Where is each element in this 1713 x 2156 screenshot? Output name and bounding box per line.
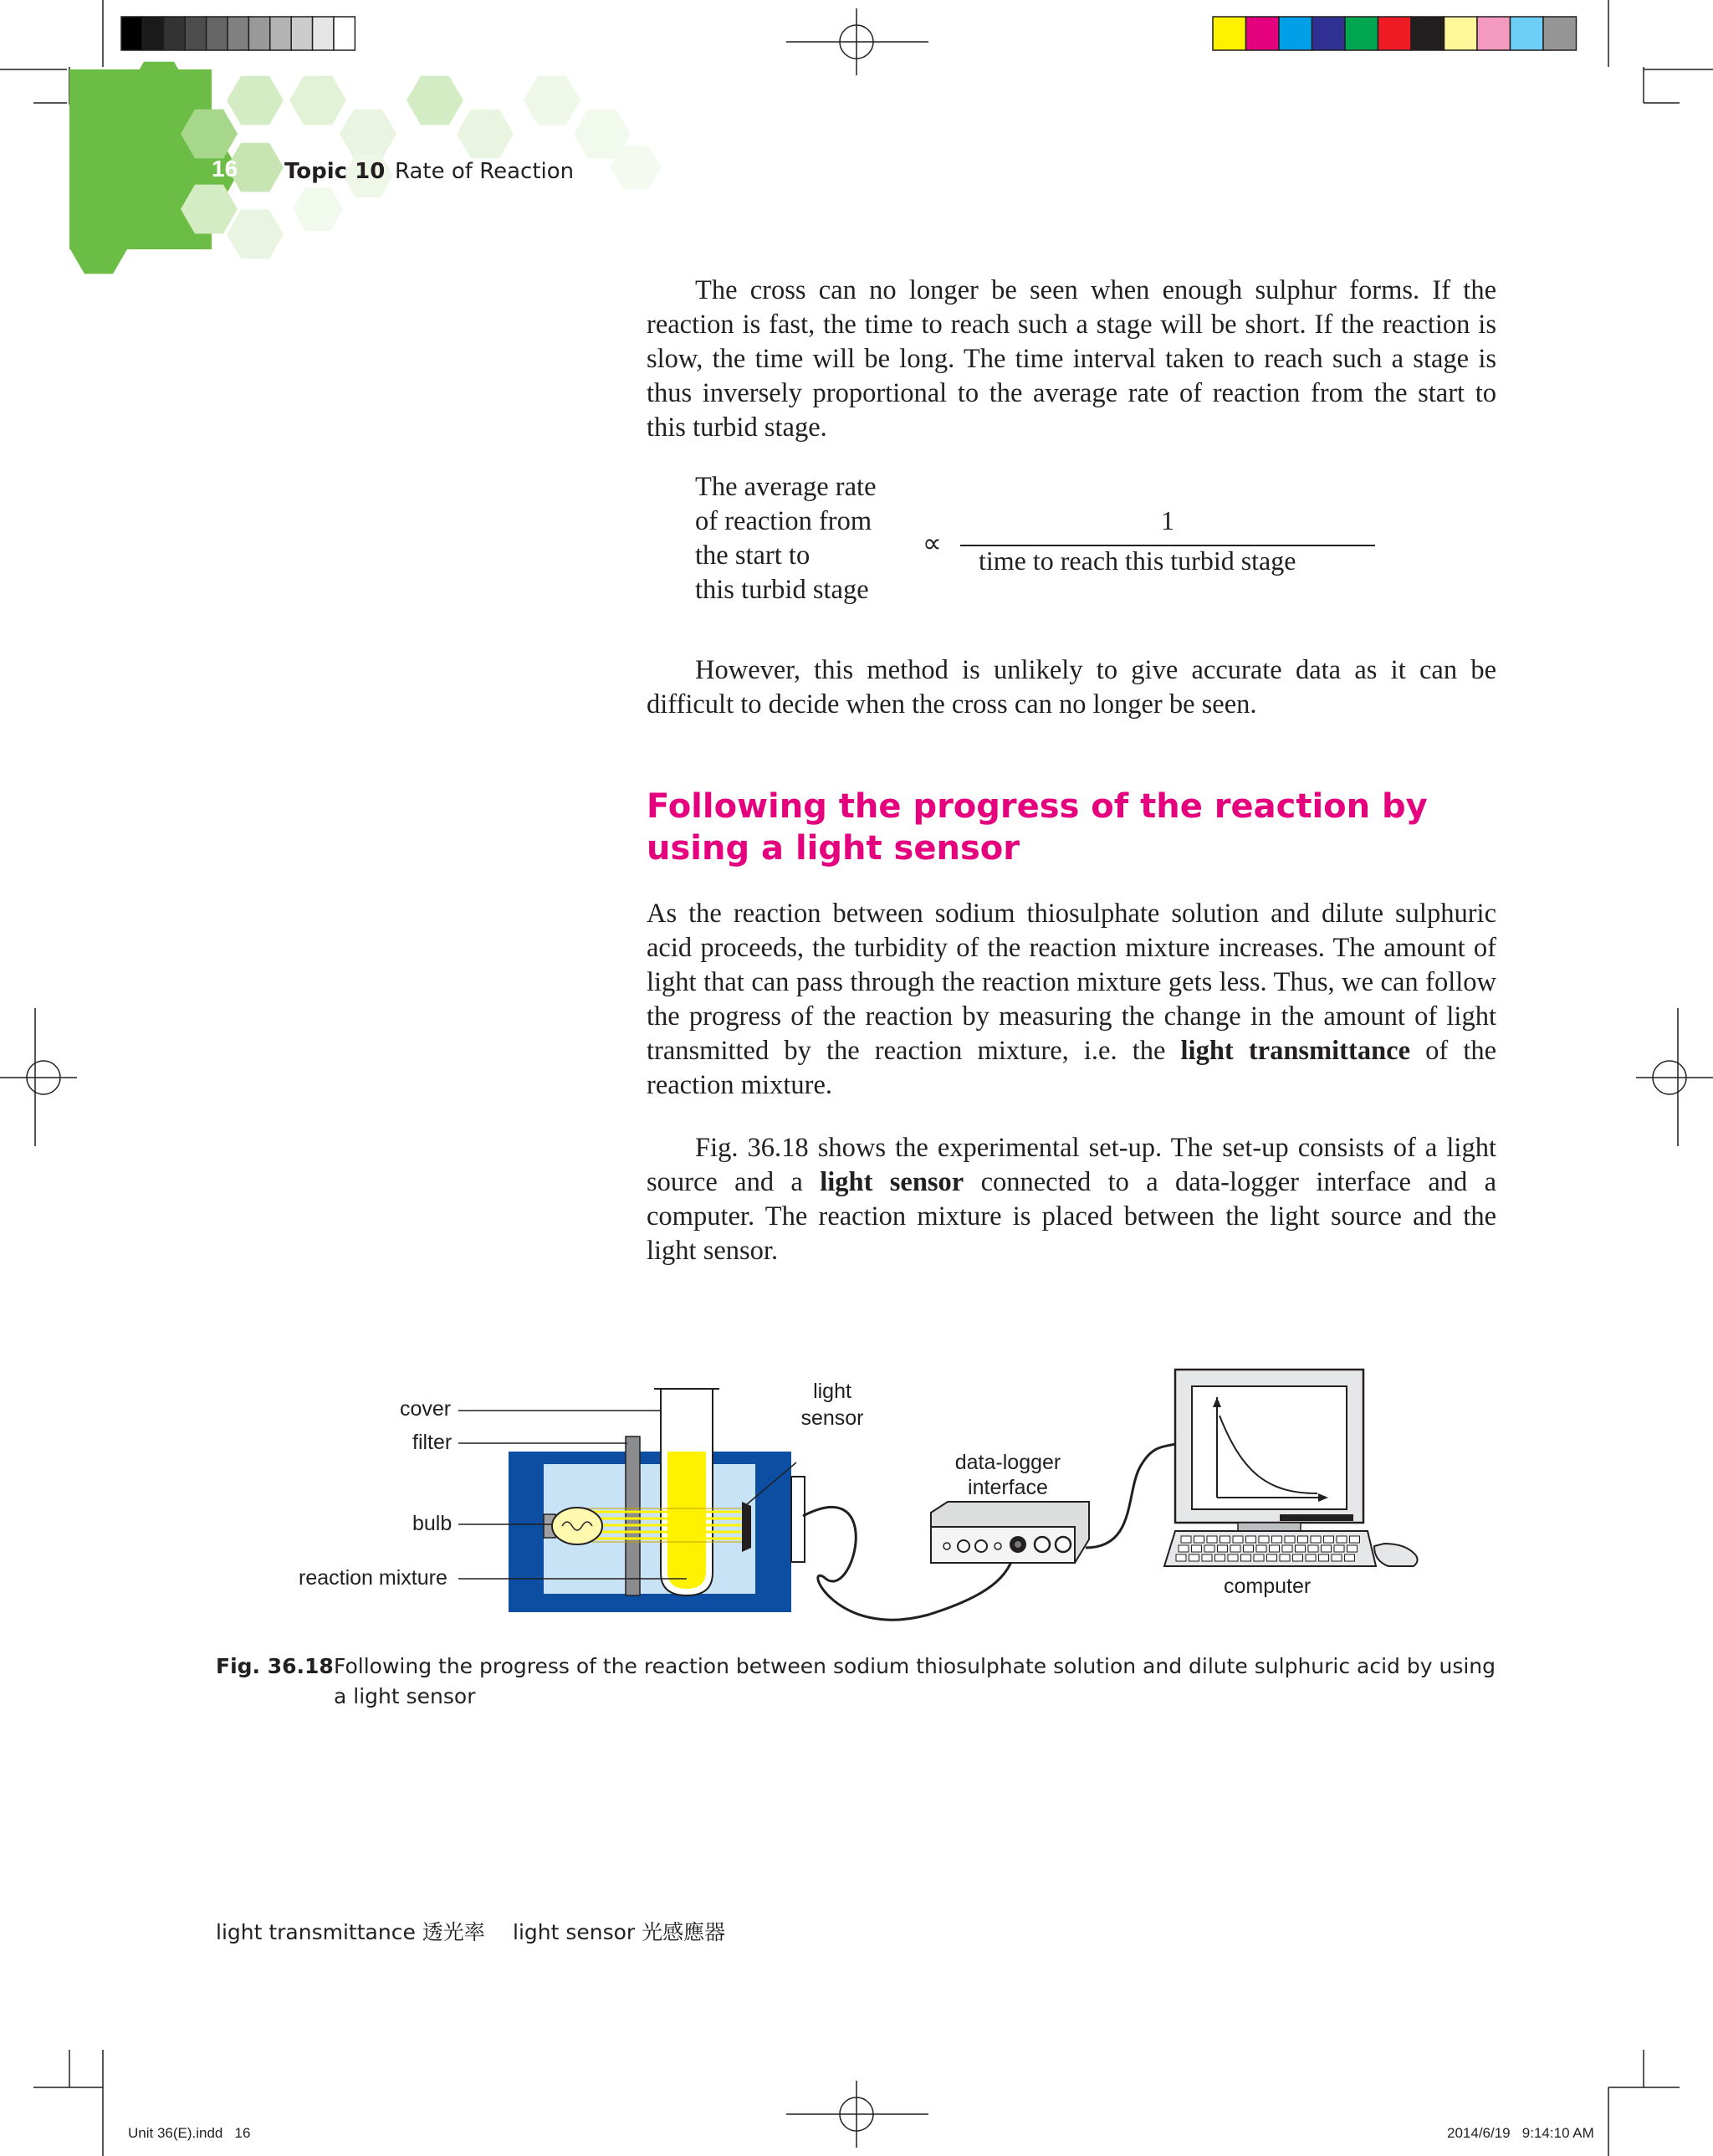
keyboard-key xyxy=(1179,1545,1189,1552)
label-data-logger-line: interface xyxy=(968,1476,1048,1499)
computer-cable xyxy=(1086,1443,1178,1548)
reaction-mixture-liquid xyxy=(667,1452,706,1589)
keyboard-key xyxy=(1272,1536,1282,1543)
keyboard-key xyxy=(1332,1554,1342,1561)
glossary-translation: 光感應器 xyxy=(642,1920,726,1944)
keyboard-key xyxy=(1324,1536,1334,1543)
formula-left-line: this turbid stage xyxy=(695,575,869,605)
label-computer: computer xyxy=(1224,1575,1312,1598)
keyboard-key xyxy=(1280,1554,1290,1561)
keyboard-key xyxy=(1244,1545,1254,1552)
key-term-light-transmittance: light transmittance xyxy=(1180,1036,1410,1066)
keyboard-key xyxy=(1218,1545,1228,1552)
glossary-item xyxy=(513,1916,725,1946)
label-light-sensor-line: sensor xyxy=(800,1406,864,1430)
page-number: 16 xyxy=(212,156,238,182)
keyboard-key xyxy=(1322,1545,1332,1552)
keyboard-key xyxy=(1282,1545,1292,1552)
keyboard-key xyxy=(1298,1536,1308,1543)
paragraph-4-part: Fig. 36.18 shows the experimental set-up. The set-up consists of a light source and a xyxy=(647,1133,1496,1197)
label-reaction-mixture: reaction mixture xyxy=(299,1566,447,1590)
keyboard-key xyxy=(1256,1545,1266,1552)
computer-monitor-icon xyxy=(1175,1370,1363,1531)
keyboard-key xyxy=(1189,1554,1199,1561)
keyboard-key xyxy=(1319,1554,1329,1561)
figure-caption-label: Fig. 36.18 xyxy=(216,1654,334,1678)
keyboard-key xyxy=(1259,1536,1269,1543)
keyboard-key xyxy=(1350,1536,1360,1543)
formula-numerator: 1 xyxy=(1161,505,1174,535)
paragraph-2-text: However, this method is unlikely to give accurate data as it can be difficult to decide when the cross can no longer be seen. xyxy=(647,655,1496,720)
section-heading-line: Following the progress of the reaction by xyxy=(647,787,1428,826)
paragraph-3-part: As the reaction between sodium thiosulphate solution and dilute sulphuric acid proceeds, the turbidity of the reaction mixture increases. The amount of light that can pass through the reaction mixture gets less. Thus, we can follow the progress of the reaction by measuring the change in the amount of light transmitted by the reaction mixture, i.e. the xyxy=(647,899,1496,1066)
keyboard-key xyxy=(1254,1554,1264,1561)
label-light-sensor xyxy=(786,1378,878,1431)
keyboard-key xyxy=(1337,1536,1347,1543)
keyboard-key xyxy=(1306,1554,1316,1561)
keyboard-key xyxy=(1202,1554,1212,1561)
keyboard-key xyxy=(1270,1545,1280,1552)
keyboard-key xyxy=(1215,1554,1225,1561)
slug-timestamp: 2014/6/19 9:14:10 AM xyxy=(1447,2125,1594,2141)
keyboard-key xyxy=(1347,1545,1358,1552)
mouse-icon xyxy=(1374,1544,1418,1566)
keyboard-key xyxy=(1228,1554,1238,1561)
formula-left-line: The average rate xyxy=(695,472,877,502)
keyboard-key xyxy=(1220,1536,1230,1543)
topic-label: Topic 10 xyxy=(284,159,386,184)
keyboard-key xyxy=(1192,1545,1202,1552)
label-filter: filter xyxy=(412,1431,453,1454)
keyboard-key xyxy=(1194,1536,1204,1543)
keyboard-key xyxy=(1230,1545,1240,1552)
label-data-logger-line: data-logger xyxy=(954,1451,1061,1474)
keyboard-key xyxy=(1176,1554,1186,1561)
keyboard-key xyxy=(1334,1545,1344,1552)
label-light-sensor-line: light xyxy=(813,1380,851,1403)
formula-denominator: time to reach this turbid stage xyxy=(979,545,1296,576)
data-logger-interface-icon xyxy=(931,1502,1089,1563)
slug-file-info: Unit 36(E).indd 16 xyxy=(128,2125,251,2141)
keyboard-key xyxy=(1296,1545,1306,1552)
keyboard-key xyxy=(1204,1545,1214,1552)
glossary-term: light sensor xyxy=(513,1920,636,1944)
glossary-item xyxy=(216,1916,485,1946)
keyboard-key xyxy=(1181,1536,1191,1543)
glossary-term: light transmittance xyxy=(216,1920,416,1944)
formula-left-line: the start to xyxy=(695,540,810,571)
formula-left-line: of reaction from xyxy=(695,506,872,536)
keyboard-key xyxy=(1308,1545,1318,1552)
keyboard-icon xyxy=(1164,1531,1376,1566)
paragraph-1-text: The cross can no longer be seen when enough sulphur forms. If the reaction is fast, the time to reach such a stage will be short. If the reaction is slow, the time will be long. The time interval taken to reach such a stage is thus inversely proportional to the average rate of reaction from the start to this turbid stage. xyxy=(647,275,1496,443)
paragraph-3-part: of the reaction mixture. xyxy=(647,1036,1497,1100)
label-cover: cover xyxy=(400,1397,452,1421)
keyboard-key xyxy=(1345,1554,1355,1561)
label-data-logger-interface xyxy=(937,1450,1079,1500)
filter-plate xyxy=(626,1436,640,1595)
key-term-light-sensor: light sensor xyxy=(820,1167,964,1197)
keyboard-key xyxy=(1293,1554,1303,1561)
keyboard-key xyxy=(1285,1536,1295,1543)
keyboard-key xyxy=(1246,1536,1256,1543)
glossary-translation: 透光率 xyxy=(422,1920,485,1944)
paragraph-4-part: connected to a data-logger interface and a computer. The reaction mixture is placed between the light source and the light sensor. xyxy=(647,1167,1497,1266)
keyboard-key xyxy=(1207,1536,1217,1543)
light-sensor-housing xyxy=(791,1477,805,1562)
proportional-symbol: ∝ xyxy=(923,528,942,558)
section-heading-line: using a light sensor xyxy=(647,829,1020,868)
figure-caption-text: Following the progress of the reaction between sodium thiosulphate solution and dilute sulphuric acid by using a light sensor xyxy=(334,1654,1496,1708)
keyboard-key xyxy=(1233,1536,1243,1543)
keyboard-key xyxy=(1267,1554,1277,1561)
light-sensor-element xyxy=(742,1502,751,1552)
label-bulb: bulb xyxy=(412,1512,453,1535)
keyboard-key xyxy=(1311,1536,1321,1543)
topic-title: Rate of Reaction xyxy=(395,159,575,184)
keyboard-key xyxy=(1241,1554,1251,1561)
